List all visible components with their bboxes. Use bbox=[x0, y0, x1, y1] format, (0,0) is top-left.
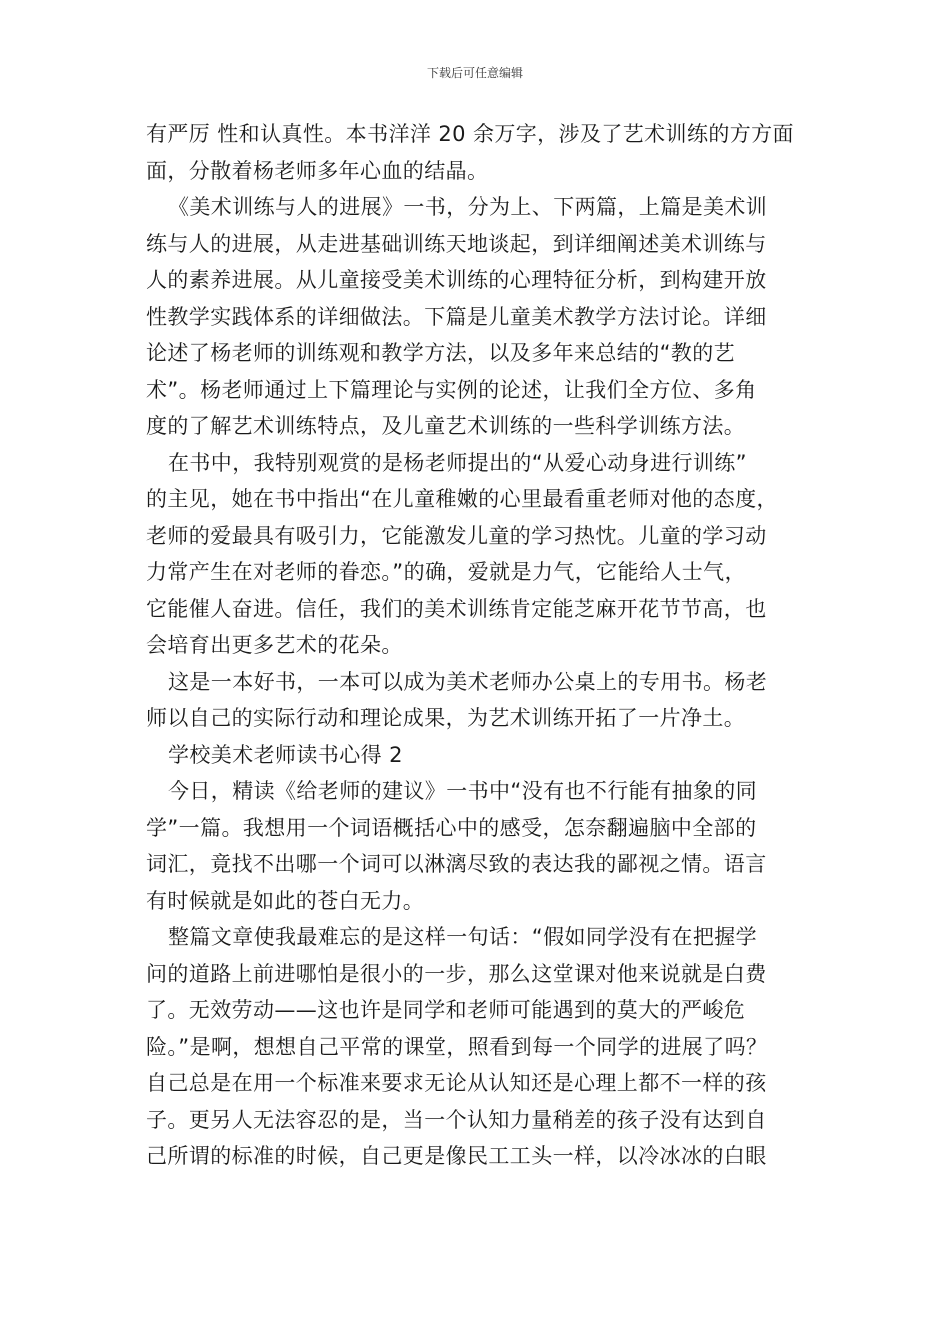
text-line: 人的素养进展。从儿童接受美术训练的心理特征分析，到构建开放 bbox=[146, 268, 767, 292]
text-line: 术”。杨老师通过上下篇理论与实例的论述，让我们全方位、多角 bbox=[146, 377, 757, 402]
text-line: 有严厉 性和认真性。本书洋洋 20 余万字，涉及了艺术训练的方方面 bbox=[146, 122, 794, 146]
text-line: 面，分散着杨老师多年心血的结晶。 bbox=[146, 158, 489, 183]
text-line: 练与人的进展，从走进基础训练天地谈起，到详细阐述美术训练与 bbox=[146, 231, 767, 256]
text-line: 己所谓的标准的时候，自己更是像民工工头一样，以冷冰冰的白眼 bbox=[146, 1144, 767, 1168]
text-line: 子。更另人无法容忍的是，当一个认知力量稍差的孩子没有达到自 bbox=[146, 1107, 767, 1132]
text-line: 自己总是在用一个标准来要求无论从认知还是心理上都不一样的孩 bbox=[146, 1071, 767, 1095]
text-line: 有时候就是如此的苍白无力。 bbox=[146, 888, 425, 913]
text-line: 的主见，她在书中指出“在儿童稚嫩的心里最看重老师对他的态度， bbox=[146, 487, 778, 511]
text-line: 这是一本好书，一本可以成为美术老师办公桌上的专用书。杨老 bbox=[168, 669, 768, 694]
text-line: 力常产生在对老师的眷恋。”的确，爱就是力气，它能给人士气， bbox=[146, 560, 746, 584]
text-line: 度的了解艺术训练特点，及儿童艺术训练的一些科学训练方法。 bbox=[146, 414, 746, 438]
text-line: 今日，精读《给老师的建议》一书中“没有也不行能有抽象的同 bbox=[168, 779, 758, 803]
text-line: 险。”是啊，想想自己平常的课堂，照看到每一个同学的进展了吗？ bbox=[146, 1034, 768, 1059]
text-line: 《美术训练与人的进展》一书，分为上、下两篇，上篇是美术训 bbox=[168, 195, 768, 219]
text-line: 了。无效劳动——这也许是同学和老师可能遇到的莫大的严峻危 bbox=[146, 998, 746, 1022]
page-header: 下载后可任意编辑 bbox=[426, 66, 523, 80]
text-line: 老师的爱最具有吸引力，它能激发儿童的学习热忱。儿童的学习动 bbox=[146, 523, 767, 548]
document-body bbox=[146, 116, 826, 1175]
text-line: 学校美术老师读书心得 2 bbox=[168, 742, 403, 767]
text-line: 性教学实践体系的详细做法。下篇是儿童美术教学方法讨论。详细 bbox=[146, 304, 767, 329]
text-line: 整篇文章使我最难忘的是这样一句话：“假如同学没有在把握学 bbox=[168, 925, 758, 949]
text-line: 学”一篇。我想用一个词语概括心中的感受，怎奈翻遍脑中全部的 bbox=[146, 815, 757, 840]
text-line: 问的道路上前进哪怕是很小的一步，那么这堂课对他来说就是白费 bbox=[146, 961, 767, 986]
text-line: 师以自己的实际行动和理论成果，为艺术训练开拓了一片净土。 bbox=[146, 706, 746, 730]
text-line: 词汇，竟找不出哪一个词可以淋漓尽致的表达我的鄙视之情。语言 bbox=[146, 852, 767, 876]
text-line: 会培育出更多艺术的花朵。 bbox=[146, 633, 403, 657]
text-line: 它能催人奋进。信任，我们的美术训练肯定能芝麻开花节节高，也 bbox=[146, 596, 767, 621]
text-line: 在书中，我特别观赏的是杨老师提出的“从爱心动身进行训练” bbox=[168, 450, 747, 475]
text-line: 论述了杨老师的训练观和教学方法，以及多年来总结的“教的艺 bbox=[146, 341, 736, 365]
